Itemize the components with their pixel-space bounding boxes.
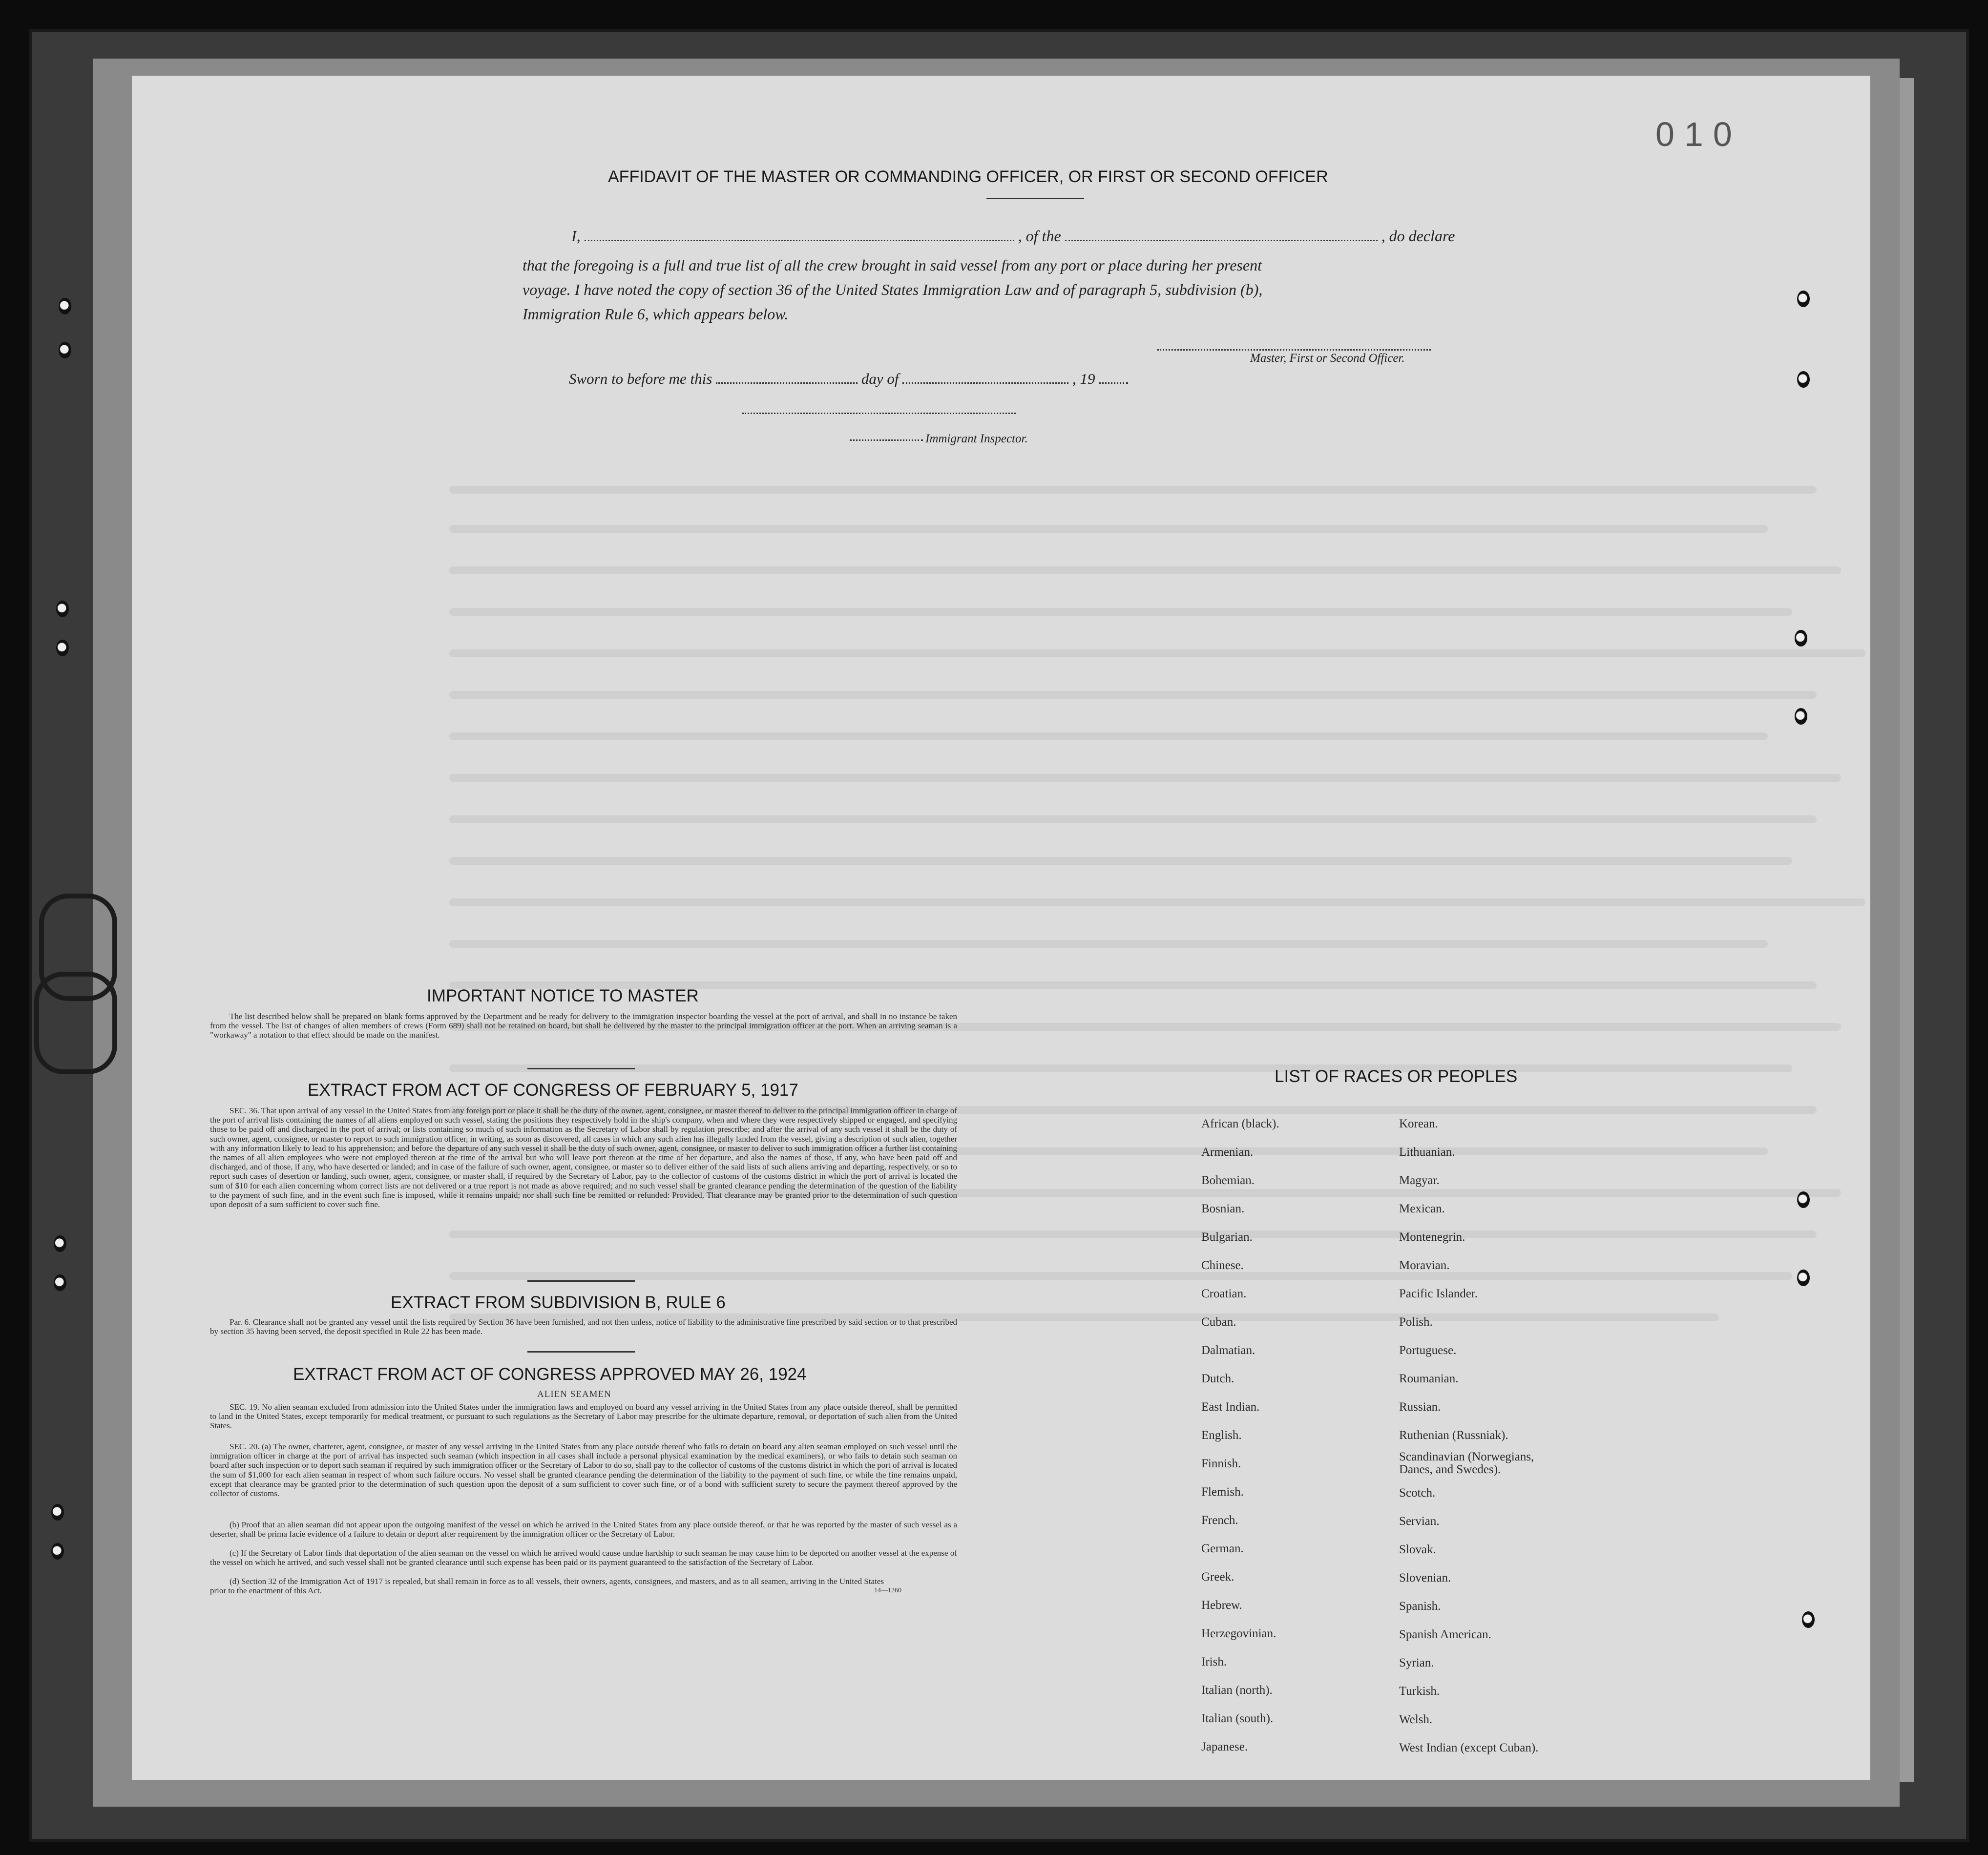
year-prefix: , 19: [1072, 370, 1095, 387]
race-item: African (black).: [1201, 1117, 1279, 1130]
race-item: Dutch.: [1201, 1372, 1235, 1385]
race-item: Turkish.: [1399, 1685, 1440, 1698]
extract-rule6-title: EXTRACT FROM SUBDIVISION B, RULE 6: [391, 1293, 726, 1312]
punch-hole: [1797, 371, 1810, 388]
manifest-back-page: [132, 76, 1870, 1780]
punch-hole: [56, 601, 69, 617]
affidavit-title: AFFIDAVIT OF THE MASTER OR COMMANDING OFFICER, OR FIRST OR SECOND OFFICER: [608, 167, 1328, 186]
race-item: Pacific Islander.: [1399, 1287, 1478, 1300]
race-item: Hebrew.: [1201, 1599, 1242, 1612]
punch-hole: [1797, 1270, 1810, 1286]
master-signature-label: Master, First or Second Officer.: [1250, 352, 1405, 365]
races-title: LIST OF RACES OR PEOPLES: [1275, 1067, 1518, 1086]
extract-1924-title: EXTRACT FROM ACT OF CONGRESS APPROVED MAY 26, 1924: [293, 1365, 807, 1384]
race-item: Italian (north).: [1201, 1684, 1273, 1697]
punch-hole: [54, 1235, 66, 1252]
race-item: Herzegovinian.: [1201, 1627, 1277, 1640]
binder-ring: [34, 972, 117, 1074]
i-label: I,: [571, 227, 581, 245]
sworn-year-field[interactable]: [1099, 382, 1128, 384]
race-item: Slovenian.: [1399, 1571, 1451, 1584]
affidavit-line-4: Immigration Rule 6, which appears below.: [523, 305, 789, 323]
inspector-signature-lead: [850, 439, 923, 441]
sec-20-c-text: (c) If the Secretary of Labor finds that deportation of the alien seaman on the vessel on which he arrived would cause undue hardship to such seaman he may cause him to be deported on another vessel at the expense of the vessel on which he arrived, and such vessel shall not be granted clearance until such expense has been paid or its payment guaranteed to the satisfaction of the Secretary of Labor.: [210, 1548, 957, 1567]
day-of-label: day of: [861, 370, 899, 387]
race-item: Montenegrin.: [1399, 1230, 1465, 1244]
race-item: Russian.: [1399, 1400, 1441, 1414]
notice-title: IMPORTANT NOTICE TO MASTER: [427, 986, 699, 1005]
form-number: 14—1260: [874, 1587, 901, 1594]
punch-hole: [1797, 291, 1810, 307]
punch-hole: [54, 1274, 66, 1291]
punch-hole: [1802, 1611, 1815, 1628]
page-number: 010: [1655, 115, 1742, 153]
race-item: Cuban.: [1201, 1315, 1236, 1329]
affidavit-line-3: voyage. I have noted the copy of section 36 of the United States Immigration Law and of paragraph 5, subdivision (b),: [523, 281, 1263, 298]
races-right-column: [1399, 1110, 1560, 1762]
race-item: Croatian.: [1201, 1287, 1247, 1300]
race-item: Ruthenian (Russniak).: [1399, 1429, 1508, 1442]
race-item: Spanish American.: [1399, 1628, 1491, 1641]
race-item: Servian.: [1399, 1515, 1440, 1528]
race-item: Lithuanian.: [1399, 1146, 1455, 1159]
punch-hole: [59, 342, 71, 358]
sec-20-b-text: (b) Proof that an alien seaman did not appear upon the outgoing manifest of the vessel on which he arrived in the United States from any place outside thereof, or that he was reported by the master of such vessel as a deserter, shall be prima facie evidence of a failure to detain or deport after requirement by the immigration officer or the Secretary of Labor.: [210, 1520, 957, 1539]
races-left-column: [1201, 1110, 1279, 1761]
extract-1917-title: EXTRACT FROM ACT OF CONGRESS OF FEBRUARY 5, 1917: [308, 1081, 798, 1100]
race-item: Irish.: [1201, 1655, 1227, 1668]
race-item: West Indian (except Cuban).: [1399, 1741, 1539, 1754]
race-item: Scotch.: [1399, 1486, 1436, 1500]
race-item: Slovak.: [1399, 1543, 1436, 1556]
alien-seamen-subtitle: ALIEN SEAMEN: [537, 1389, 611, 1399]
race-item: Greek.: [1201, 1570, 1235, 1584]
notice-text: The list described below shall be prepared on blank forms approved by the Department and be ready for delivery to the immigration inspector boarding the vessel at the port of arrival, and shall in no instance be taken from the vessel. The list of changes of alien members of crews (Form 689) shall not be retained on board, but shall be delivered by the master to the principal immigration officer at the port. When an arriving seaman is a "workaway" a notation to that effect should be made on the manifest.: [210, 1012, 957, 1040]
race-item: Roumanian.: [1399, 1372, 1459, 1385]
race-item: Italian (south).: [1201, 1712, 1274, 1725]
race-item: Korean.: [1399, 1117, 1438, 1130]
race-item: Bohemian.: [1201, 1174, 1255, 1187]
affidavit-line-2: that the foregoing is a full and true list of all the crew brought in said vessel from any port or place during her present: [523, 256, 1262, 274]
race-item: Scandinavian (Norwegians, Danes, and Swedes).: [1399, 1450, 1534, 1476]
race-item: Moravian.: [1399, 1259, 1450, 1272]
affidavit-line-1: [571, 227, 1455, 245]
extract-rule6-text: Par. 6. Clearance shall not be granted any vessel until the lists required by Section 36 have been furnished, and not then unless, notice of liability to the administrative fine prescribed by said section or to that prescribed by section 35 having been served, the deposit specified in Rule 22 has been made.: [210, 1317, 957, 1336]
extract-rule6-divider: [527, 1351, 635, 1353]
race-item: Armenian.: [1201, 1146, 1254, 1159]
vessel-name-field[interactable]: [1065, 240, 1378, 241]
sworn-month-field[interactable]: [902, 382, 1068, 384]
race-item: Japanese.: [1201, 1740, 1248, 1753]
officer-name-field[interactable]: [585, 240, 1014, 241]
sec-20-d-text: (d) Section 32 of the Immigration Act of 1917 is repealed, but shall remain in force as to all vessels, their owners, agents, consignees, and masters, and as to all seamen, arriving in the United States prior to the enactment of this Act.: [210, 1577, 884, 1596]
race-item: Flemish.: [1201, 1485, 1244, 1499]
race-item: Bosnian.: [1201, 1202, 1245, 1215]
title-divider: [986, 198, 1084, 199]
sworn-day-field[interactable]: [716, 382, 858, 384]
race-item: English.: [1201, 1429, 1242, 1442]
punch-hole: [1797, 1191, 1810, 1208]
punch-hole: [56, 640, 69, 656]
race-item: Syrian.: [1399, 1656, 1434, 1669]
punch-hole: [59, 298, 71, 314]
race-item: French.: [1201, 1514, 1238, 1527]
punch-hole: [1795, 630, 1807, 646]
bleed-through-handwriting: [449, 476, 1914, 1379]
race-item: Magyar.: [1399, 1174, 1440, 1187]
sworn-prefix: Sworn to before me this: [569, 370, 712, 387]
punch-hole: [51, 1504, 64, 1521]
master-signature-field[interactable]: [1157, 349, 1431, 351]
race-item: Bulgarian.: [1201, 1230, 1253, 1244]
sworn-line: [569, 370, 1128, 388]
race-item: East Indian.: [1201, 1400, 1260, 1414]
do-declare-label: , do declare: [1381, 227, 1455, 245]
race-item: Mexican.: [1399, 1202, 1445, 1215]
race-item: Portuguese.: [1399, 1344, 1457, 1357]
extract-1917-text: SEC. 36. That upon arrival of any vessel in the United States from any foreign port or place it shall be the duty of the owner, agent, consignee, or master thereof to deliver to the principal immigration officer in charge of the port of arrival lists containing the names of all aliens employed on such vessel, stating the positions they respectively hold in the ship's company, when and where they were respectively shipped or engaged, and specifying those to be paid off and discharged in the port of arrival; or lists containing so much of such information as the Secretary of Labor shall by regulation prescribe; and after the arrival of any such vessel it shall be the duty of such owner, agent, consignee, or master to report to such immigration officer, in writing, as soon as discovered, all cases in which any such alien has illegally landed from the vessel, giving a description of such alien, together with any information likely to lead to his apprehension; and before the departure of any such vessel it shall be the duty of such owner, agent, consignee, or master to deliver to such immigration officer a further list containing the names of all alien employees who were not employed thereon at the time of the arrival but who will leave port thereon at the time of her departure, and also the names of those, if any, who have been paid off and discharged, and of those, if any, who have deserted or landed; and in case of the failure of such owner, agent, consignee, or master so to deliver either of the said lists of such aliens arriving and departing, respectively, or so to report such cases of desertion or landing, such owner, agent, consignee, or master shall, if required by the Secretary of Labor, pay to the collector of customs of the customs district in which the port of arrival is located the sum of $10 for each alien concerning whom correct lists are not delivered or a true report is not made as above required; and no such vessel shall be granted clearance pending the determination of the question of the liability to the payment of such fine, and in the event such fine is imposed, while it remains unpaid; nor shall such fine be remitted or refunded: Provided, That clearance may be granted prior to the determination of such question upon deposit of a sum sufficient to cover such fine.: [210, 1106, 957, 1209]
punch-hole: [1795, 708, 1807, 725]
punch-hole: [51, 1543, 64, 1560]
extract-1917-divider: [527, 1280, 635, 1282]
race-item: Welsh.: [1399, 1713, 1433, 1726]
race-item: Finnish.: [1201, 1457, 1241, 1470]
notice-divider: [527, 1068, 635, 1069]
sec-19-text: SEC. 19. No alien seaman excluded from admission into the United States under the immigration laws and employed on board any vessel arriving in the United States from any place outside thereof, shall be permitted to land in the United States, except temporarily for medical treatment, or pursuant to such regulations as the Secretary of Labor may prescribe for the ultimate departure, removal, or deportation of such alien from the United States.: [210, 1402, 957, 1431]
inspector-signature-field[interactable]: [742, 413, 1016, 414]
sec-20-text: SEC. 20. (a) The owner, charterer, agent, consignee, or master of any vessel arriving in the United States from any place outside thereof who fails to detain on board any alien seaman employed on such vessel until the immigration officer in charge at the port of arrival has inspected such seaman (which inspection in all cases shall include a personal physical examination by the medical examiners), or who fails to detain such seaman on board after such inspection or to deport such seaman if required by such immigration officer or the Secretary of Labor to do so, shall pay to the collector of customs of the customs district in which the port of arrival is located the sum of $1,000 for each alien seaman in respect of whom such failure occurs. No vessel shall be granted clearance pending the determination of the liability to the payment of such fine, or while the fine remains unpaid, except that clearance may be granted prior to the determination of such question upon the deposit of a sum sufficient to cover such fine, or of a bond with sufficient surety to secure the payment thereof approved by the collector of customs.: [210, 1442, 957, 1499]
inspector-label: Immigrant Inspector.: [925, 432, 1028, 445]
race-item: Chinese.: [1201, 1259, 1244, 1272]
race-item: Spanish.: [1399, 1600, 1441, 1613]
race-item: Dalmatian.: [1201, 1344, 1256, 1357]
race-item: German.: [1201, 1542, 1244, 1555]
race-item: Polish.: [1399, 1315, 1433, 1329]
of-the-label: , of the: [1018, 227, 1061, 245]
